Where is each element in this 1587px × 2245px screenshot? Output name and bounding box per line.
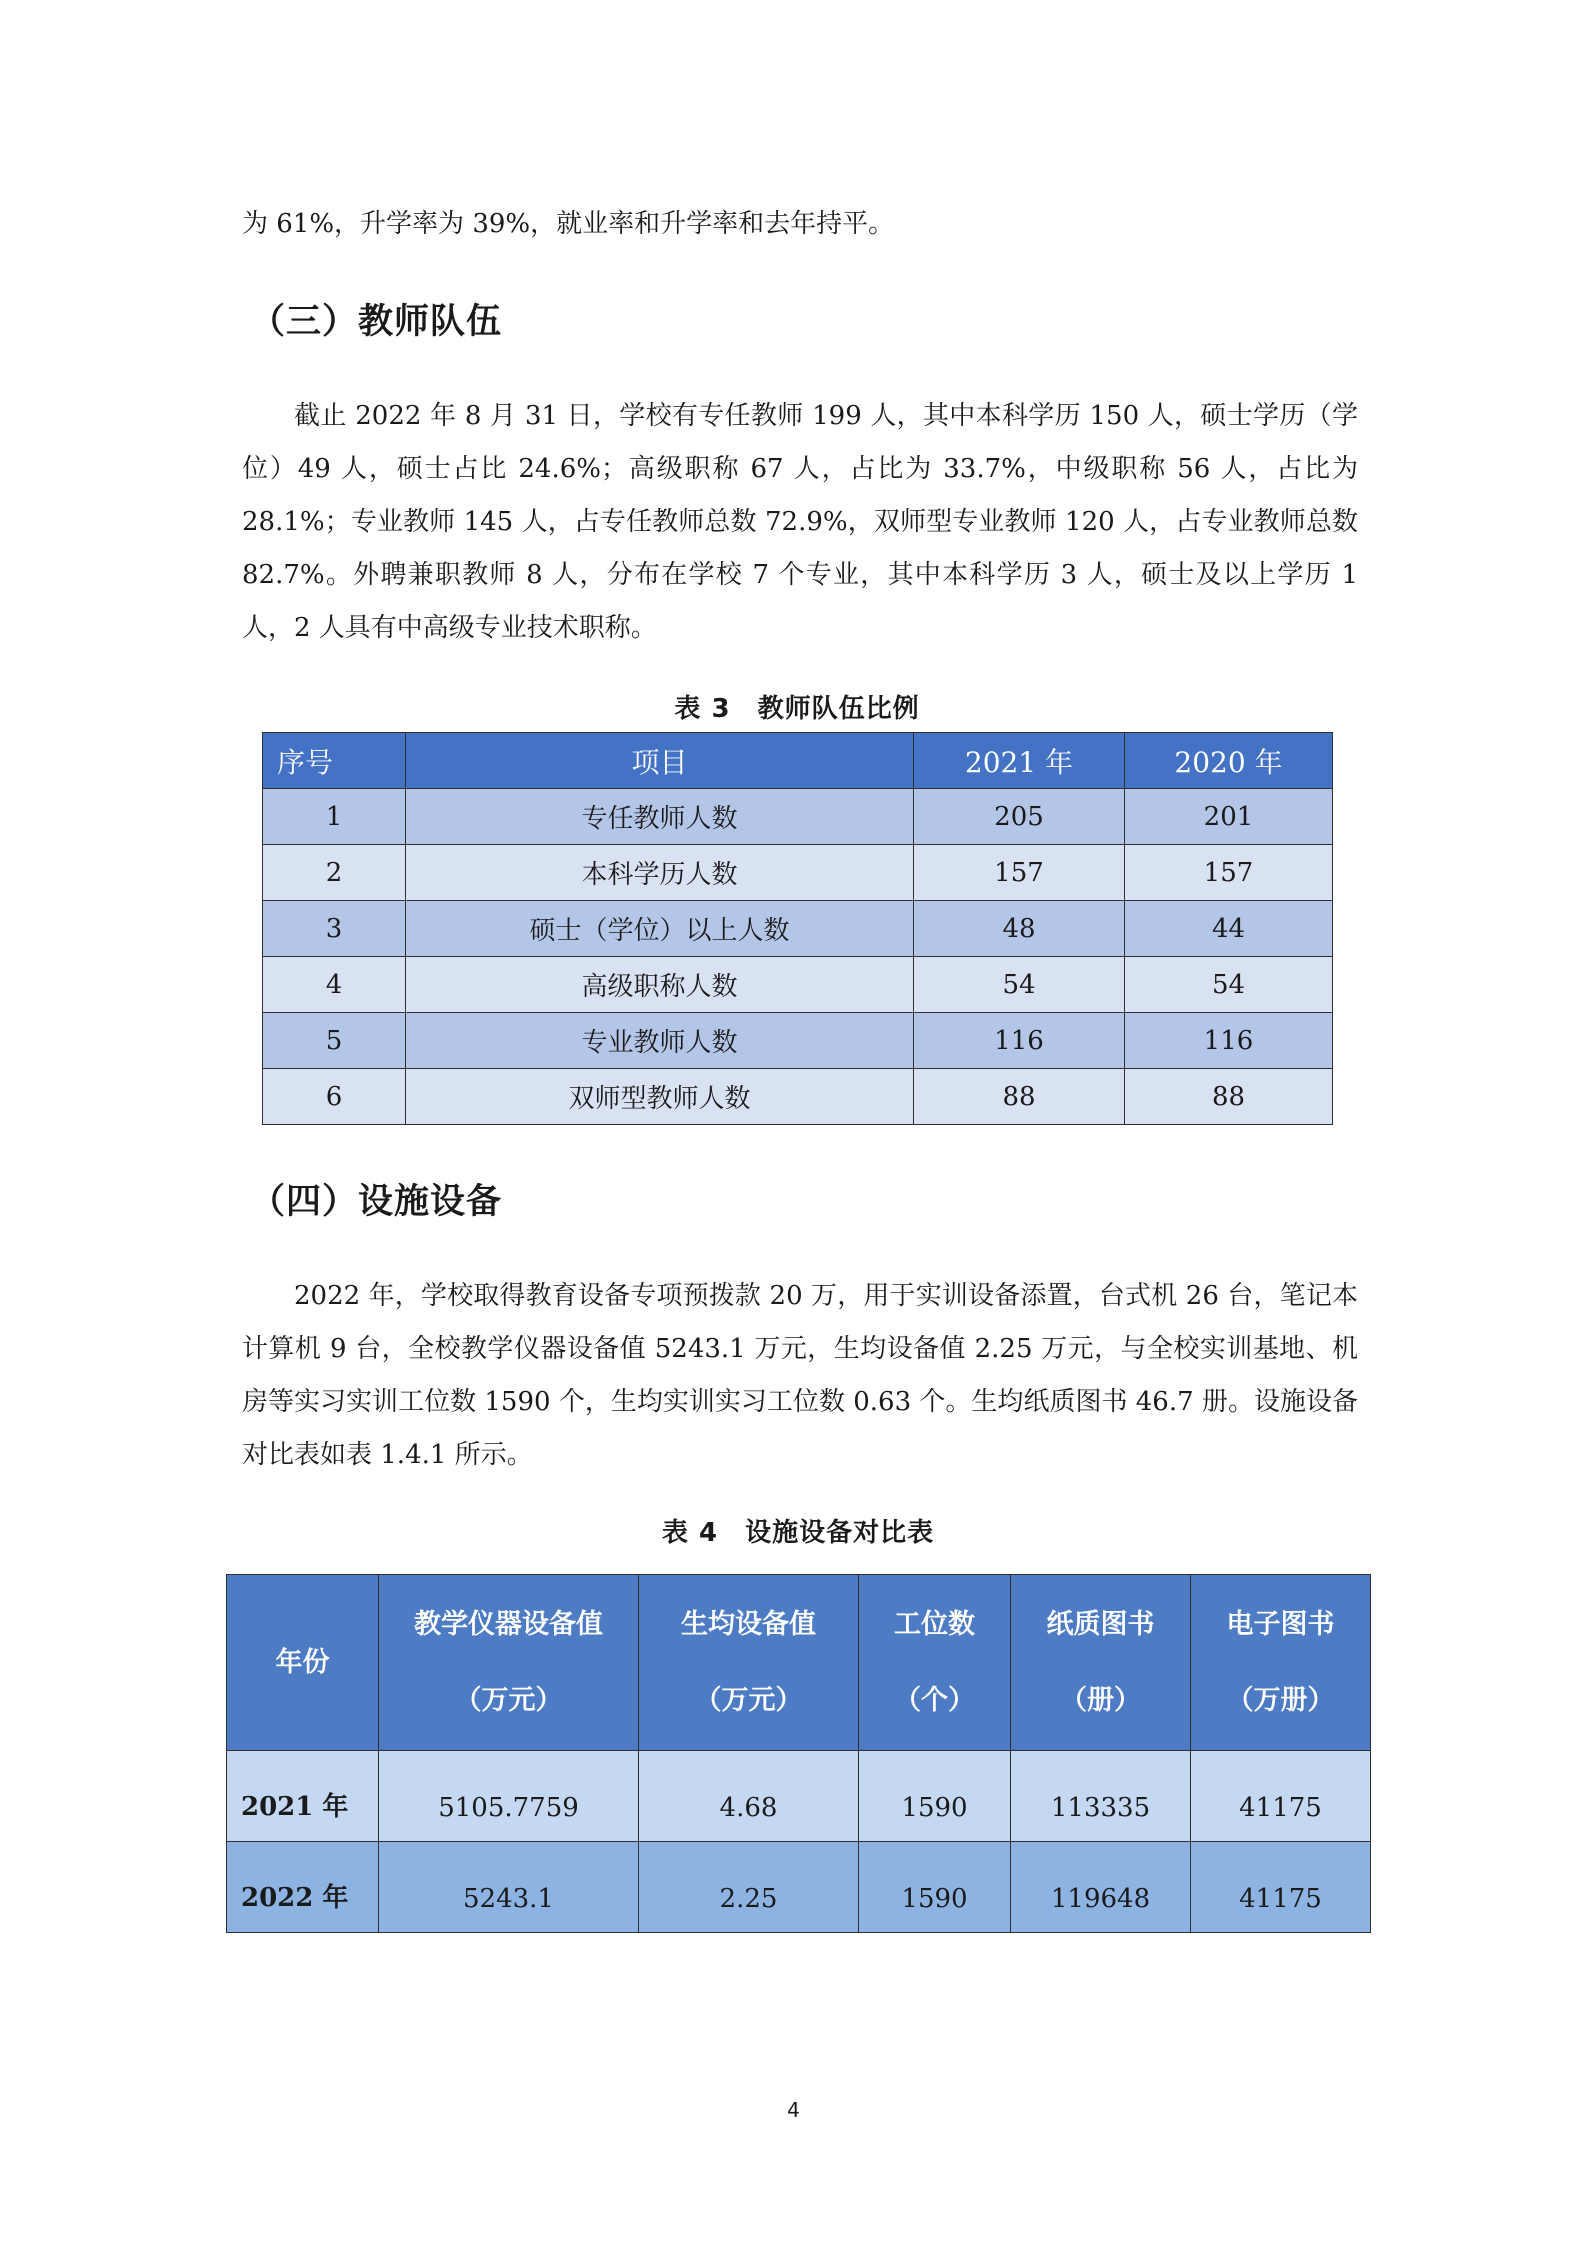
- table-cell: 6: [263, 1069, 406, 1125]
- table-cell: 116: [1125, 1013, 1333, 1069]
- header-cell: 纸质图书 （册）: [1011, 1575, 1191, 1751]
- header-cell: 序号: [263, 733, 406, 789]
- table-cell: 1590: [859, 1842, 1011, 1933]
- table-cell: 88: [1125, 1069, 1333, 1125]
- section-heading-teachers: （三）教师队伍: [250, 302, 503, 342]
- header-cell: 电子图书 （万册）: [1191, 1575, 1371, 1751]
- table-cell: 157: [1125, 845, 1333, 901]
- table-cell: 44: [1125, 901, 1333, 957]
- table-cell: 2022 年: [227, 1842, 379, 1933]
- table-cell: 专任教师人数: [406, 789, 914, 845]
- table-row: [263, 845, 1333, 901]
- table-cell: 48: [914, 901, 1125, 957]
- table-row: [227, 1842, 1371, 1933]
- table-cell: 205: [914, 789, 1125, 845]
- table3-caption: 表 3 教师队伍比例: [674, 694, 920, 724]
- facilities-comparison-table: [226, 1574, 1371, 1933]
- table-cell: 2021 年: [227, 1751, 379, 1842]
- table-cell: 4.68: [639, 1751, 859, 1842]
- teacher-ratio-table: [262, 732, 1333, 1125]
- table-cell: 116: [914, 1013, 1125, 1069]
- table-header-row: [227, 1575, 1371, 1751]
- table-cell: 1: [263, 789, 406, 845]
- table-cell: 专业教师人数: [406, 1013, 914, 1069]
- table-cell: 硕士（学位）以上人数: [406, 901, 914, 957]
- page-number: 4: [787, 2098, 800, 2122]
- table-header-row: [263, 733, 1333, 789]
- table-cell: 119648: [1011, 1842, 1191, 1933]
- table-cell: 4: [263, 957, 406, 1013]
- table-row: [263, 957, 1333, 1013]
- section-heading-facilities: （四）设施设备: [250, 1182, 503, 1222]
- header-cell: 生均设备值 （万元）: [639, 1575, 859, 1751]
- table-cell: 54: [1125, 957, 1333, 1013]
- table-cell: 41175: [1191, 1842, 1371, 1933]
- table-cell: 1590: [859, 1751, 1011, 1842]
- table-row: [263, 901, 1333, 957]
- header-cell: 项目: [406, 733, 914, 789]
- table-cell: 本科学历人数: [406, 845, 914, 901]
- table-cell: 2.25: [639, 1842, 859, 1933]
- table-cell: 157: [914, 845, 1125, 901]
- header-cell: 2020 年: [1125, 733, 1333, 789]
- table-cell: 双师型教师人数: [406, 1069, 914, 1125]
- table-cell: 5105.7759: [379, 1751, 639, 1842]
- table-cell: 54: [914, 957, 1125, 1013]
- table-cell: 5243.1: [379, 1842, 639, 1933]
- table-row: [263, 789, 1333, 845]
- header-cell: 2021 年: [914, 733, 1125, 789]
- table-row: [263, 1013, 1333, 1069]
- table-cell: 5: [263, 1013, 406, 1069]
- table-cell: 201: [1125, 789, 1333, 845]
- table-cell: 3: [263, 901, 406, 957]
- facilities-paragraph: 2022 年，学校取得教育设备专项预拨款 20 万，用于实训设备添置，台式机 26 台，笔记本计算机 9 台，全校教学仪器设备值 5243.1 万元，生均设备值 2.25 万元，与全校实训基地、机房等实习实训工位数 1590 个，生均实训实习工位数 0.63 个。生均纸质图书 46.7 册。设施设备对比表如表 1.4.1 所示。: [242, 1281, 1358, 1470]
- header-cell: 年份: [227, 1575, 379, 1751]
- header-cell: 工位数 （个）: [859, 1575, 1011, 1751]
- table-cell: 41175: [1191, 1751, 1371, 1842]
- table-cell: 2: [263, 845, 406, 901]
- table-cell: 高级职称人数: [406, 957, 914, 1013]
- table-row: [263, 1069, 1333, 1125]
- table-cell: 88: [914, 1069, 1125, 1125]
- table-row: [227, 1751, 1371, 1842]
- header-cell: 教学仪器设备值 （万元）: [379, 1575, 639, 1751]
- table-cell: 113335: [1011, 1751, 1191, 1842]
- table4-caption: 表 4 设施设备对比表: [661, 1518, 935, 1548]
- teachers-paragraph: 截止 2022 年 8 月 31 日，学校有专任教师 199 人，其中本科学历 150 人，硕士学历（学位）49 人，硕士占比 24.6%；高级职称 67 人，占比为 33.7%，中级职称 56 人，占比为 28.1%；专业教师 145 人，占专任教师总数 72.9%，双师型专业教师 120 人，占专业教师总数 82.7%。外聘兼职教师 8 人，分布在学校 7 个专业，其中本科学历 3 人，硕士及以上学历 1 人，2 人具有中高级专业技术职称。: [242, 401, 1358, 643]
- intro-line: 为 61%，升学率为 39%，就业率和升学率和去年持平。: [242, 209, 895, 239]
